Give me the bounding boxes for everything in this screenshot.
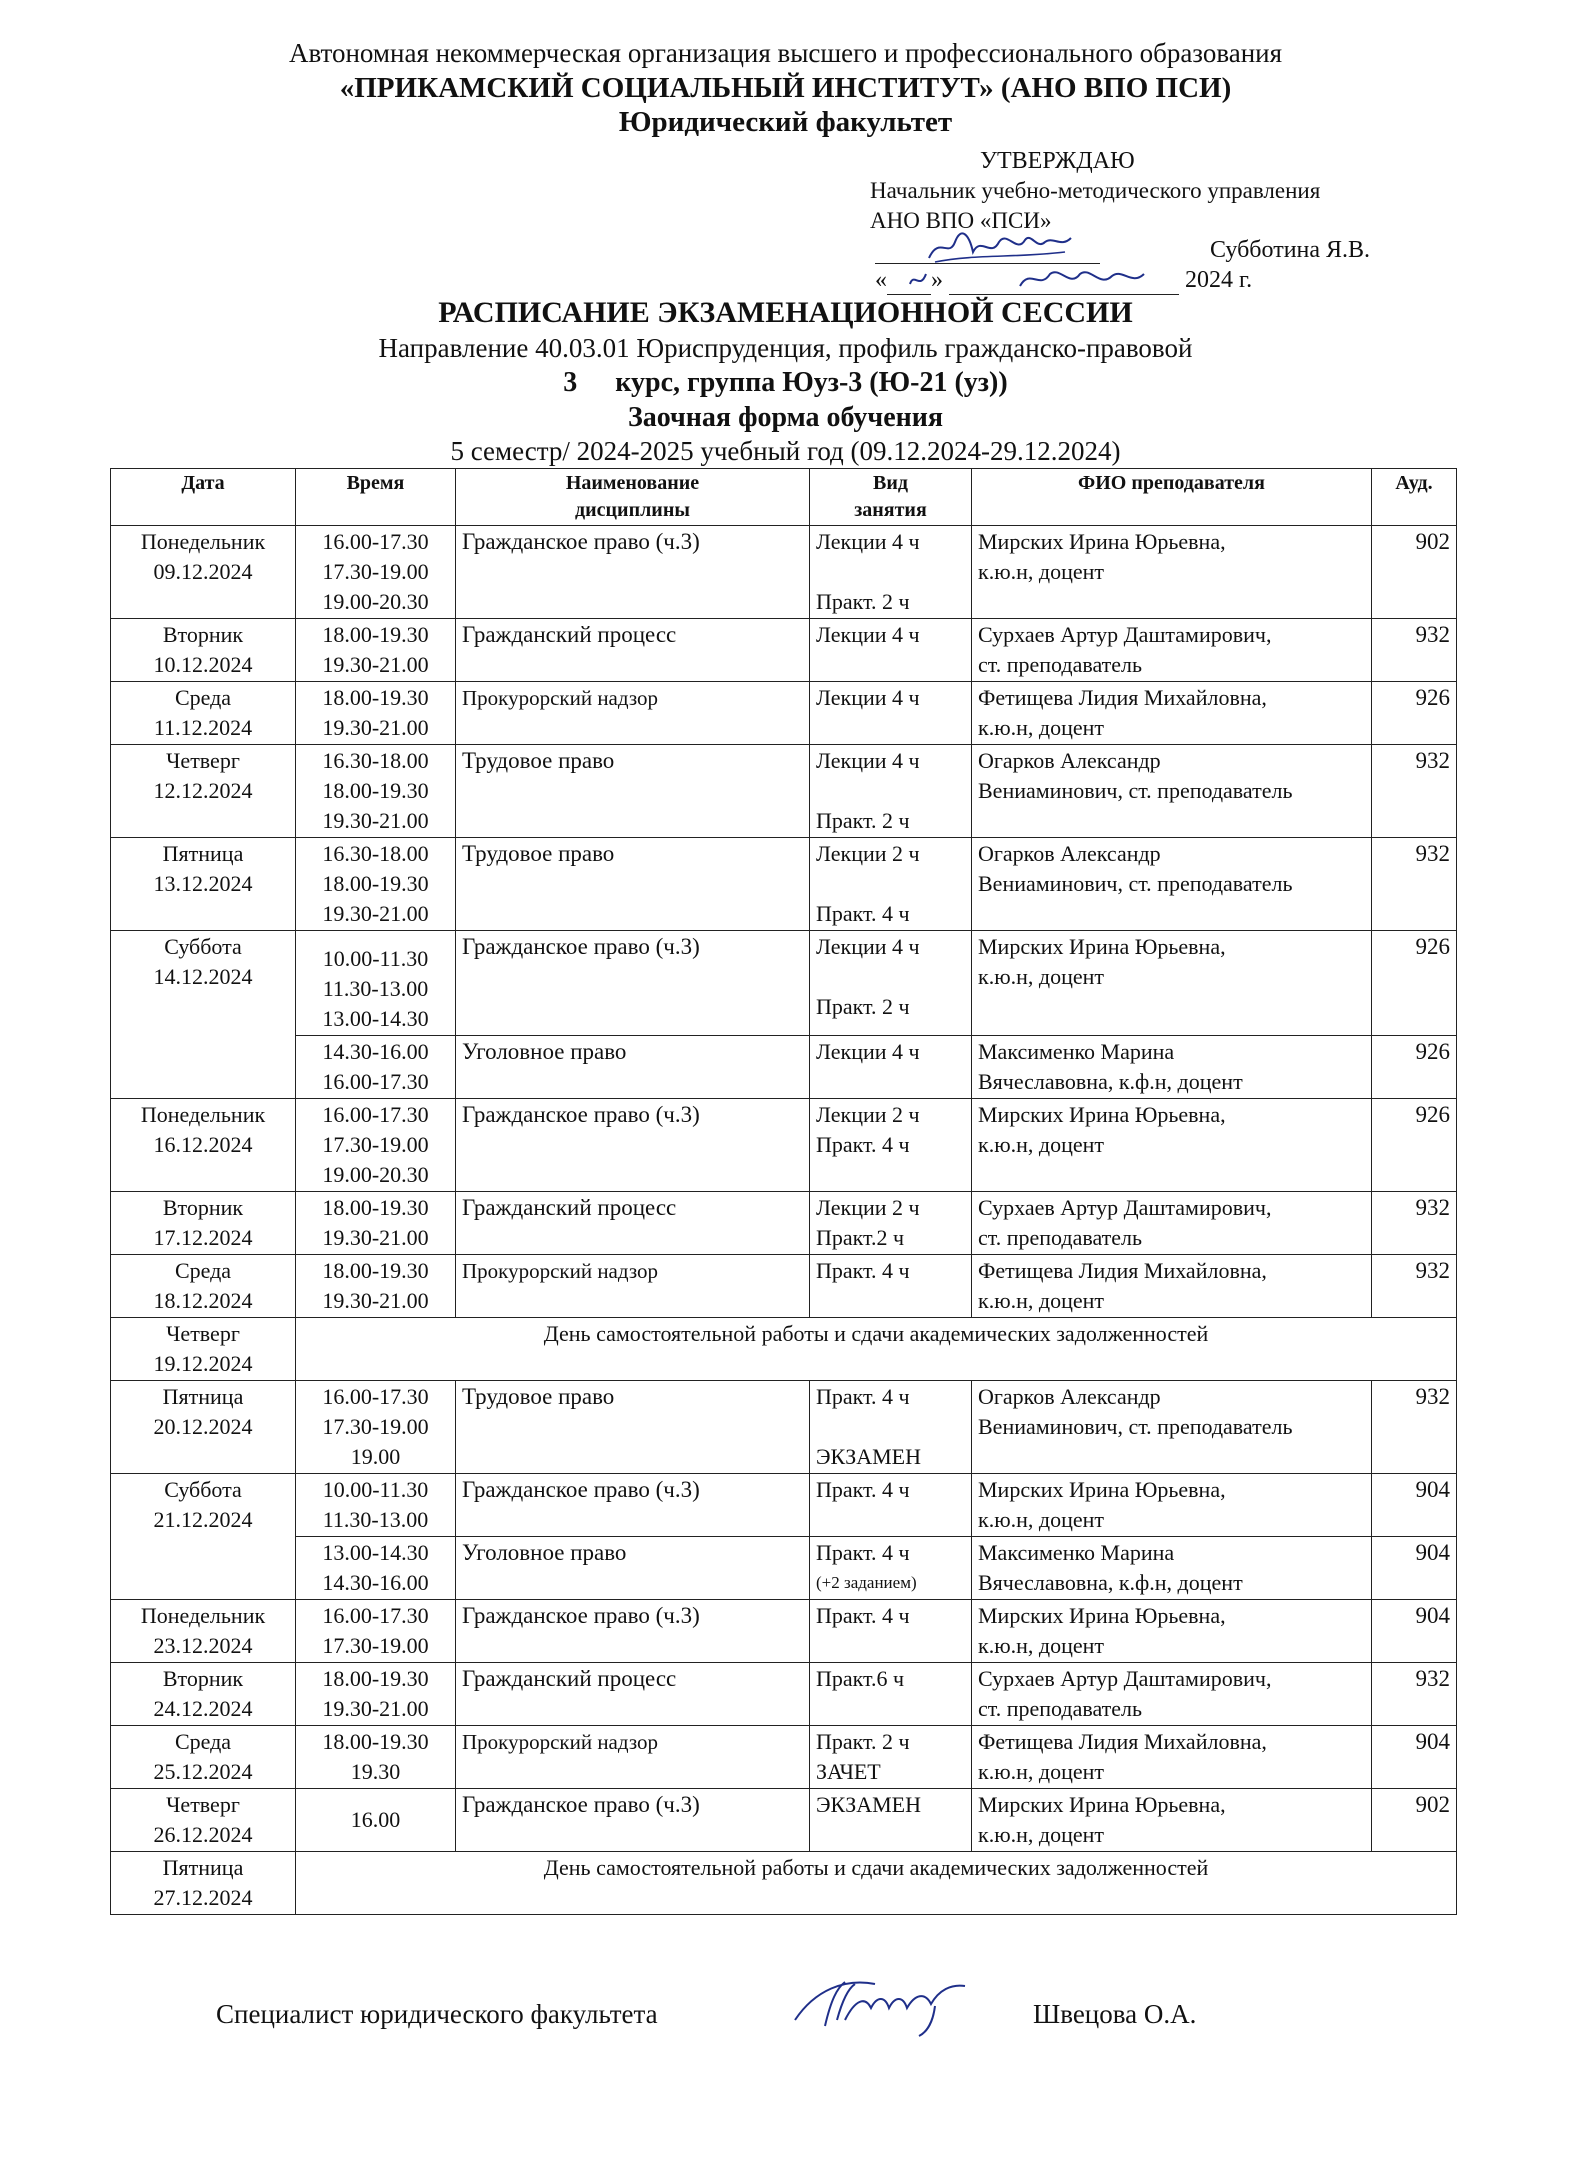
room-cell: 926 (1372, 931, 1457, 1036)
time-cell: 16.00-17.30 17.30-19.00 19.00-20.30 (296, 526, 456, 619)
table-row (111, 1852, 1457, 1915)
time-cell: 14.30-16.00 16.00-17.30 (296, 1036, 456, 1099)
room-cell: 926 (1372, 682, 1457, 745)
kind-cell: Лекции 4 ч Практ. 2 ч (810, 931, 972, 1036)
date-cell: Среда 25.12.2024 (111, 1726, 296, 1789)
date-cell: Четверг 19.12.2024 (111, 1318, 296, 1381)
specialist-signature (785, 1970, 975, 2040)
kind-cell: ЭКЗАМЕН (810, 1789, 972, 1852)
discipline-cell: Уголовное право (456, 1537, 810, 1600)
date-cell: Суббота 21.12.2024 (111, 1474, 296, 1600)
kind-cell: Практ. 4 ч (+2 заданием) (810, 1537, 972, 1600)
kind-cell: Лекции 2 ч Практ. 4 ч (810, 1099, 972, 1192)
room-cell: 932 (1372, 745, 1457, 838)
course-line (0, 367, 1571, 399)
teacher-cell: Мирских Ирина Юрьевна, к.ю.н, доцент (972, 526, 1372, 619)
kind-cell: Лекции 4 ч (810, 682, 972, 745)
date-cell: Суббота 14.12.2024 (111, 931, 296, 1099)
table-row (111, 1036, 1457, 1099)
schedule-table (110, 468, 1457, 1915)
time-cell: 16.30-18.00 18.00-19.30 19.30-21.00 (296, 745, 456, 838)
time-cell: 18.00-19.30 19.30-21.00 (296, 1663, 456, 1726)
discipline-cell: Гражданский процесс (456, 1192, 810, 1255)
approval-year: 2024 г. (1185, 267, 1253, 293)
teacher-cell: Огарков Александр Вениаминович, ст. преподаватель (972, 1381, 1372, 1474)
footer-name: Швецова О.А. (1033, 1999, 1197, 2029)
discipline-cell: Гражданское право (ч.3) (456, 1789, 810, 1852)
teacher-cell: Мирских Ирина Юрьевна, к.ю.н, доцент (972, 1099, 1372, 1192)
table-row (111, 1255, 1457, 1318)
header-time: Время (296, 469, 456, 526)
table-row (111, 1537, 1457, 1600)
direction-line: Направление 40.03.01 Юриспруденция, профиль гражданско-правовой (378, 333, 1193, 363)
semester-line: 5 семестр/ 2024-2025 учебный год (09.12.2024-29.12.2024) (450, 436, 1121, 466)
date-cell: Понедельник 16.12.2024 (111, 1099, 296, 1192)
time-cell: 10.00-11.30 11.30-13.00 13.00-14.30 (296, 931, 456, 1036)
discipline-cell: Прокурорский надзор (456, 682, 810, 745)
date-cell: Вторник 17.12.2024 (111, 1192, 296, 1255)
table-row (111, 931, 1457, 1036)
room-cell: 932 (1372, 1255, 1457, 1318)
date-cell: Пятница 27.12.2024 (111, 1852, 296, 1915)
time-cell: 16.00-17.30 17.30-19.00 19.00 (296, 1381, 456, 1474)
teacher-cell: Мирских Ирина Юрьевна, к.ю.н, доцент (972, 1600, 1372, 1663)
table-row (111, 619, 1457, 682)
approval-position: Начальник учебно-методического управления (870, 178, 1321, 203)
discipline-cell: Гражданское право (ч.3) (456, 1474, 810, 1537)
header-kind: Вид занятия (810, 469, 972, 526)
teacher-cell: Мирских Ирина Юрьевна, к.ю.н, доцент (972, 931, 1372, 1036)
free-day-cell: День самостоятельной работы и сдачи академических задолженностей (296, 1318, 1457, 1381)
approval-date-handwriting (900, 262, 1200, 298)
teacher-cell: Максименко Марина Вячеславовна, к.ф.н, доцент (972, 1537, 1372, 1600)
approval-word: УТВЕРЖДАЮ (980, 148, 1135, 174)
discipline-cell: Прокурорский надзор (456, 1255, 810, 1318)
kind-cell: Лекции 4 ч (810, 1036, 972, 1099)
date-cell: Четверг 26.12.2024 (111, 1789, 296, 1852)
time-cell: 16.30-18.00 18.00-19.30 19.30-21.00 (296, 838, 456, 931)
time-cell: 18.00-19.30 19.30-21.00 (296, 682, 456, 745)
time-cell: 18.00-19.30 19.30-21.00 (296, 619, 456, 682)
teacher-cell: Мирских Ирина Юрьевна, к.ю.н, доцент (972, 1474, 1372, 1537)
table-row (111, 1726, 1457, 1789)
time-cell: 16.00-17.30 17.30-19.00 (296, 1600, 456, 1663)
header-room: Ауд. (1372, 469, 1457, 526)
kind-cell: Практ. 4 ч (810, 1255, 972, 1318)
teacher-cell: Сурхаев Артур Даштамирович, ст. преподаватель (972, 1192, 1372, 1255)
header-date: Дата (111, 469, 296, 526)
date-cell: Среда 18.12.2024 (111, 1255, 296, 1318)
room-cell: 902 (1372, 1789, 1457, 1852)
organization-line: Автономная некоммерческая организация высшего и профессионального образования (288, 38, 1283, 68)
room-cell: 904 (1372, 1726, 1457, 1789)
kind-cell: Лекции 2 ч Практ. 4 ч (810, 838, 972, 931)
free-day-cell: День самостоятельной работы и сдачи академических задолженностей (296, 1852, 1457, 1915)
date-cell: Среда 11.12.2024 (111, 682, 296, 745)
room-cell: 932 (1372, 619, 1457, 682)
teacher-cell: Огарков Александр Вениаминович, ст. преподаватель (972, 838, 1372, 931)
kind-cell: Практ. 4 ч (810, 1474, 972, 1537)
kind-cell: Практ.6 ч (810, 1663, 972, 1726)
date-cell: Пятница 13.12.2024 (111, 838, 296, 931)
schedule-title: РАСПИСАНИЕ ЭКЗАМЕНАЦИОННОЙ СЕССИИ (438, 296, 1133, 329)
time-cell: 18.00-19.30 19.30-21.00 (296, 1255, 456, 1318)
discipline-cell: Прокурорский надзор (456, 1726, 810, 1789)
table-row (111, 1318, 1457, 1381)
kind-cell: Практ. 2 ч ЗАЧЕТ (810, 1726, 972, 1789)
table-row (111, 1099, 1457, 1192)
table-row (111, 1474, 1457, 1537)
discipline-cell: Трудовое право (456, 745, 810, 838)
room-cell: 904 (1372, 1474, 1457, 1537)
quote-open: « (875, 267, 887, 293)
table-row (111, 682, 1457, 745)
discipline-cell: Гражданское право (ч.3) (456, 931, 810, 1036)
course-number: 3 (563, 367, 578, 398)
table-row (111, 526, 1457, 619)
date-cell: Вторник 24.12.2024 (111, 1663, 296, 1726)
footer-position: Специалист юридического факультета (216, 1999, 658, 2029)
table-row (111, 838, 1457, 931)
room-cell: 926 (1372, 1036, 1457, 1099)
teacher-cell: Сурхаев Артур Даштамирович, ст. преподаватель (972, 619, 1372, 682)
date-cell: Понедельник 23.12.2024 (111, 1600, 296, 1663)
room-cell: 932 (1372, 1663, 1457, 1726)
course-text: курс, группа Юуз-3 (Ю-21 (уз)) (615, 367, 1008, 398)
approver-name: Субботина Я.В. (1210, 237, 1371, 263)
discipline-cell: Трудовое право (456, 1381, 810, 1474)
table-row (111, 1789, 1457, 1852)
table-row (111, 1192, 1457, 1255)
faculty-name: Юридический факультет (618, 106, 953, 138)
time-cell: 10.00-11.30 11.30-13.00 (296, 1474, 456, 1537)
kind-cell: Лекции 4 ч Практ. 2 ч (810, 745, 972, 838)
teacher-cell: Огарков Александр Вениаминович, ст. преподаватель (972, 745, 1372, 838)
discipline-cell: Гражданское право (ч.3) (456, 1600, 810, 1663)
discipline-cell: Гражданский процесс (456, 1663, 810, 1726)
kind-cell: Лекции 2 ч Практ.2 ч (810, 1192, 972, 1255)
time-cell: 16.00 (296, 1789, 456, 1852)
kind-cell: Практ. 4 ч ЭКЗАМЕН (810, 1381, 972, 1474)
discipline-cell: Гражданский процесс (456, 619, 810, 682)
date-cell: Четверг 12.12.2024 (111, 745, 296, 838)
time-cell: 18.00-19.30 19.30 (296, 1726, 456, 1789)
teacher-cell: Сурхаев Артур Даштамирович, ст. преподаватель (972, 1663, 1372, 1726)
header-teacher: ФИО преподавателя (972, 469, 1372, 526)
discipline-cell: Гражданское право (ч.3) (456, 526, 810, 619)
kind-cell: Лекции 4 ч (810, 619, 972, 682)
quote-close: » (931, 267, 943, 293)
teacher-cell: Фетищева Лидия Михайловна, к.ю.н, доцент (972, 682, 1372, 745)
time-cell: 13.00-14.30 14.30-16.00 (296, 1537, 456, 1600)
table-row (111, 1663, 1457, 1726)
teacher-cell: Максименко Марина Вячеславовна, к.ф.н, доцент (972, 1036, 1372, 1099)
room-cell: 932 (1372, 1381, 1457, 1474)
teacher-cell: Фетищева Лидия Михайловна, к.ю.н, доцент (972, 1726, 1372, 1789)
teacher-cell: Фетищева Лидия Михайловна, к.ю.н, доцент (972, 1255, 1372, 1318)
institute-name: «ПРИКАМСКИЙ СОЦИАЛЬНЫЙ ИНСТИТУТ» (АНО ВПО ПСИ) (339, 72, 1232, 104)
room-cell: 904 (1372, 1537, 1457, 1600)
header-discipline: Наименование дисциплины (456, 469, 810, 526)
room-cell: 932 (1372, 838, 1457, 931)
teacher-cell: Мирских Ирина Юрьевна, к.ю.н, доцент (972, 1789, 1372, 1852)
discipline-cell: Гражданское право (ч.3) (456, 1099, 810, 1192)
time-cell: 18.00-19.30 19.30-21.00 (296, 1192, 456, 1255)
study-form: Заочная форма обучения (627, 402, 944, 433)
table-row (111, 1600, 1457, 1663)
table-row (111, 1381, 1457, 1474)
table-row (111, 745, 1457, 838)
table-header-row (111, 469, 1457, 526)
kind-cell: Лекции 4 ч Практ. 2 ч (810, 526, 972, 619)
date-cell: Понедельник 09.12.2024 (111, 526, 296, 619)
discipline-cell: Уголовное право (456, 1036, 810, 1099)
date-cell: Пятница 20.12.2024 (111, 1381, 296, 1474)
room-cell: 902 (1372, 526, 1457, 619)
room-cell: 904 (1372, 1600, 1457, 1663)
kind-cell: Практ. 4 ч (810, 1600, 972, 1663)
discipline-cell: Трудовое право (456, 838, 810, 931)
room-cell: 926 (1372, 1099, 1457, 1192)
date-cell: Вторник 10.12.2024 (111, 619, 296, 682)
room-cell: 932 (1372, 1192, 1457, 1255)
time-cell: 16.00-17.30 17.30-19.00 19.00-20.30 (296, 1099, 456, 1192)
approval-org: АНО ВПО «ПСИ» (870, 208, 1052, 233)
